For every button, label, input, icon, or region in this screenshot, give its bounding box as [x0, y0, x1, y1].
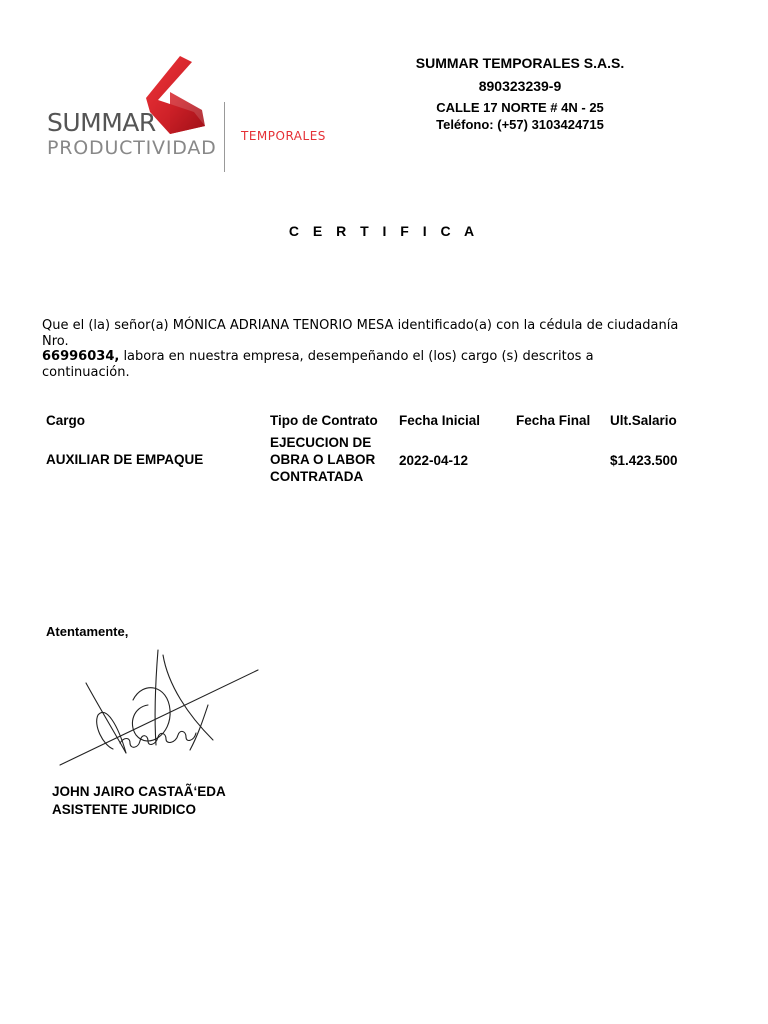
company-phone: Teléfono: (+57) 3103424715: [436, 117, 604, 132]
cell-fecha-inicial: 2022-04-12: [399, 453, 469, 468]
company-address: CALLE 17 NORTE # 4N - 25: [436, 100, 604, 115]
certification-paragraph: [42, 318, 682, 380]
cell-cargo: AUXILIAR DE EMPAQUE: [46, 452, 204, 467]
handwritten-signature: [58, 645, 263, 770]
logo-brand-text: SUMMAR: [47, 108, 156, 137]
paragraph-line-2: labora en nuestra empresa, desempeñando el (los) cargo (s) descritos a continuación.: [42, 349, 594, 380]
logo-divider: [224, 102, 225, 172]
header-ult-salario: Ult.Salario: [610, 413, 677, 428]
company-name: SUMMAR TEMPORALES S.A.S.: [415, 55, 625, 71]
logo-division-text: TEMPORALES: [241, 129, 326, 143]
header-fecha-inicial: Fecha Inicial: [399, 413, 481, 428]
paragraph-line-1: Que el (la) señor(a) MÓNICA ADRIANA TENORIO MESA identificado(a) con la cédula de ciudadanía Nro.: [42, 318, 679, 349]
closing-text: Atentamente,: [46, 624, 129, 639]
signer-block: [52, 783, 226, 819]
cell-tipo-contrato: EJECUCION DE OBRA O LABOR CONTRATADA: [270, 435, 376, 484]
logo-subtitle-text: PRODUCTIVIDAD: [47, 137, 217, 159]
company-nit: 890323239-9: [478, 78, 562, 94]
signer-name: JOHN JAIRO CASTAÃ‘EDA: [52, 784, 226, 799]
header-tipo-contrato: Tipo de Contrato: [270, 413, 378, 428]
header-cargo: Cargo: [46, 413, 86, 428]
signer-role: ASISTENTE JURIDICO: [52, 802, 197, 817]
header-fecha-final: Fecha Final: [516, 413, 591, 428]
cell-salario: $1.423.500: [610, 453, 678, 468]
document-title: C E R T I F I C A: [288, 223, 480, 239]
id-number: 66996034,: [42, 349, 120, 364]
